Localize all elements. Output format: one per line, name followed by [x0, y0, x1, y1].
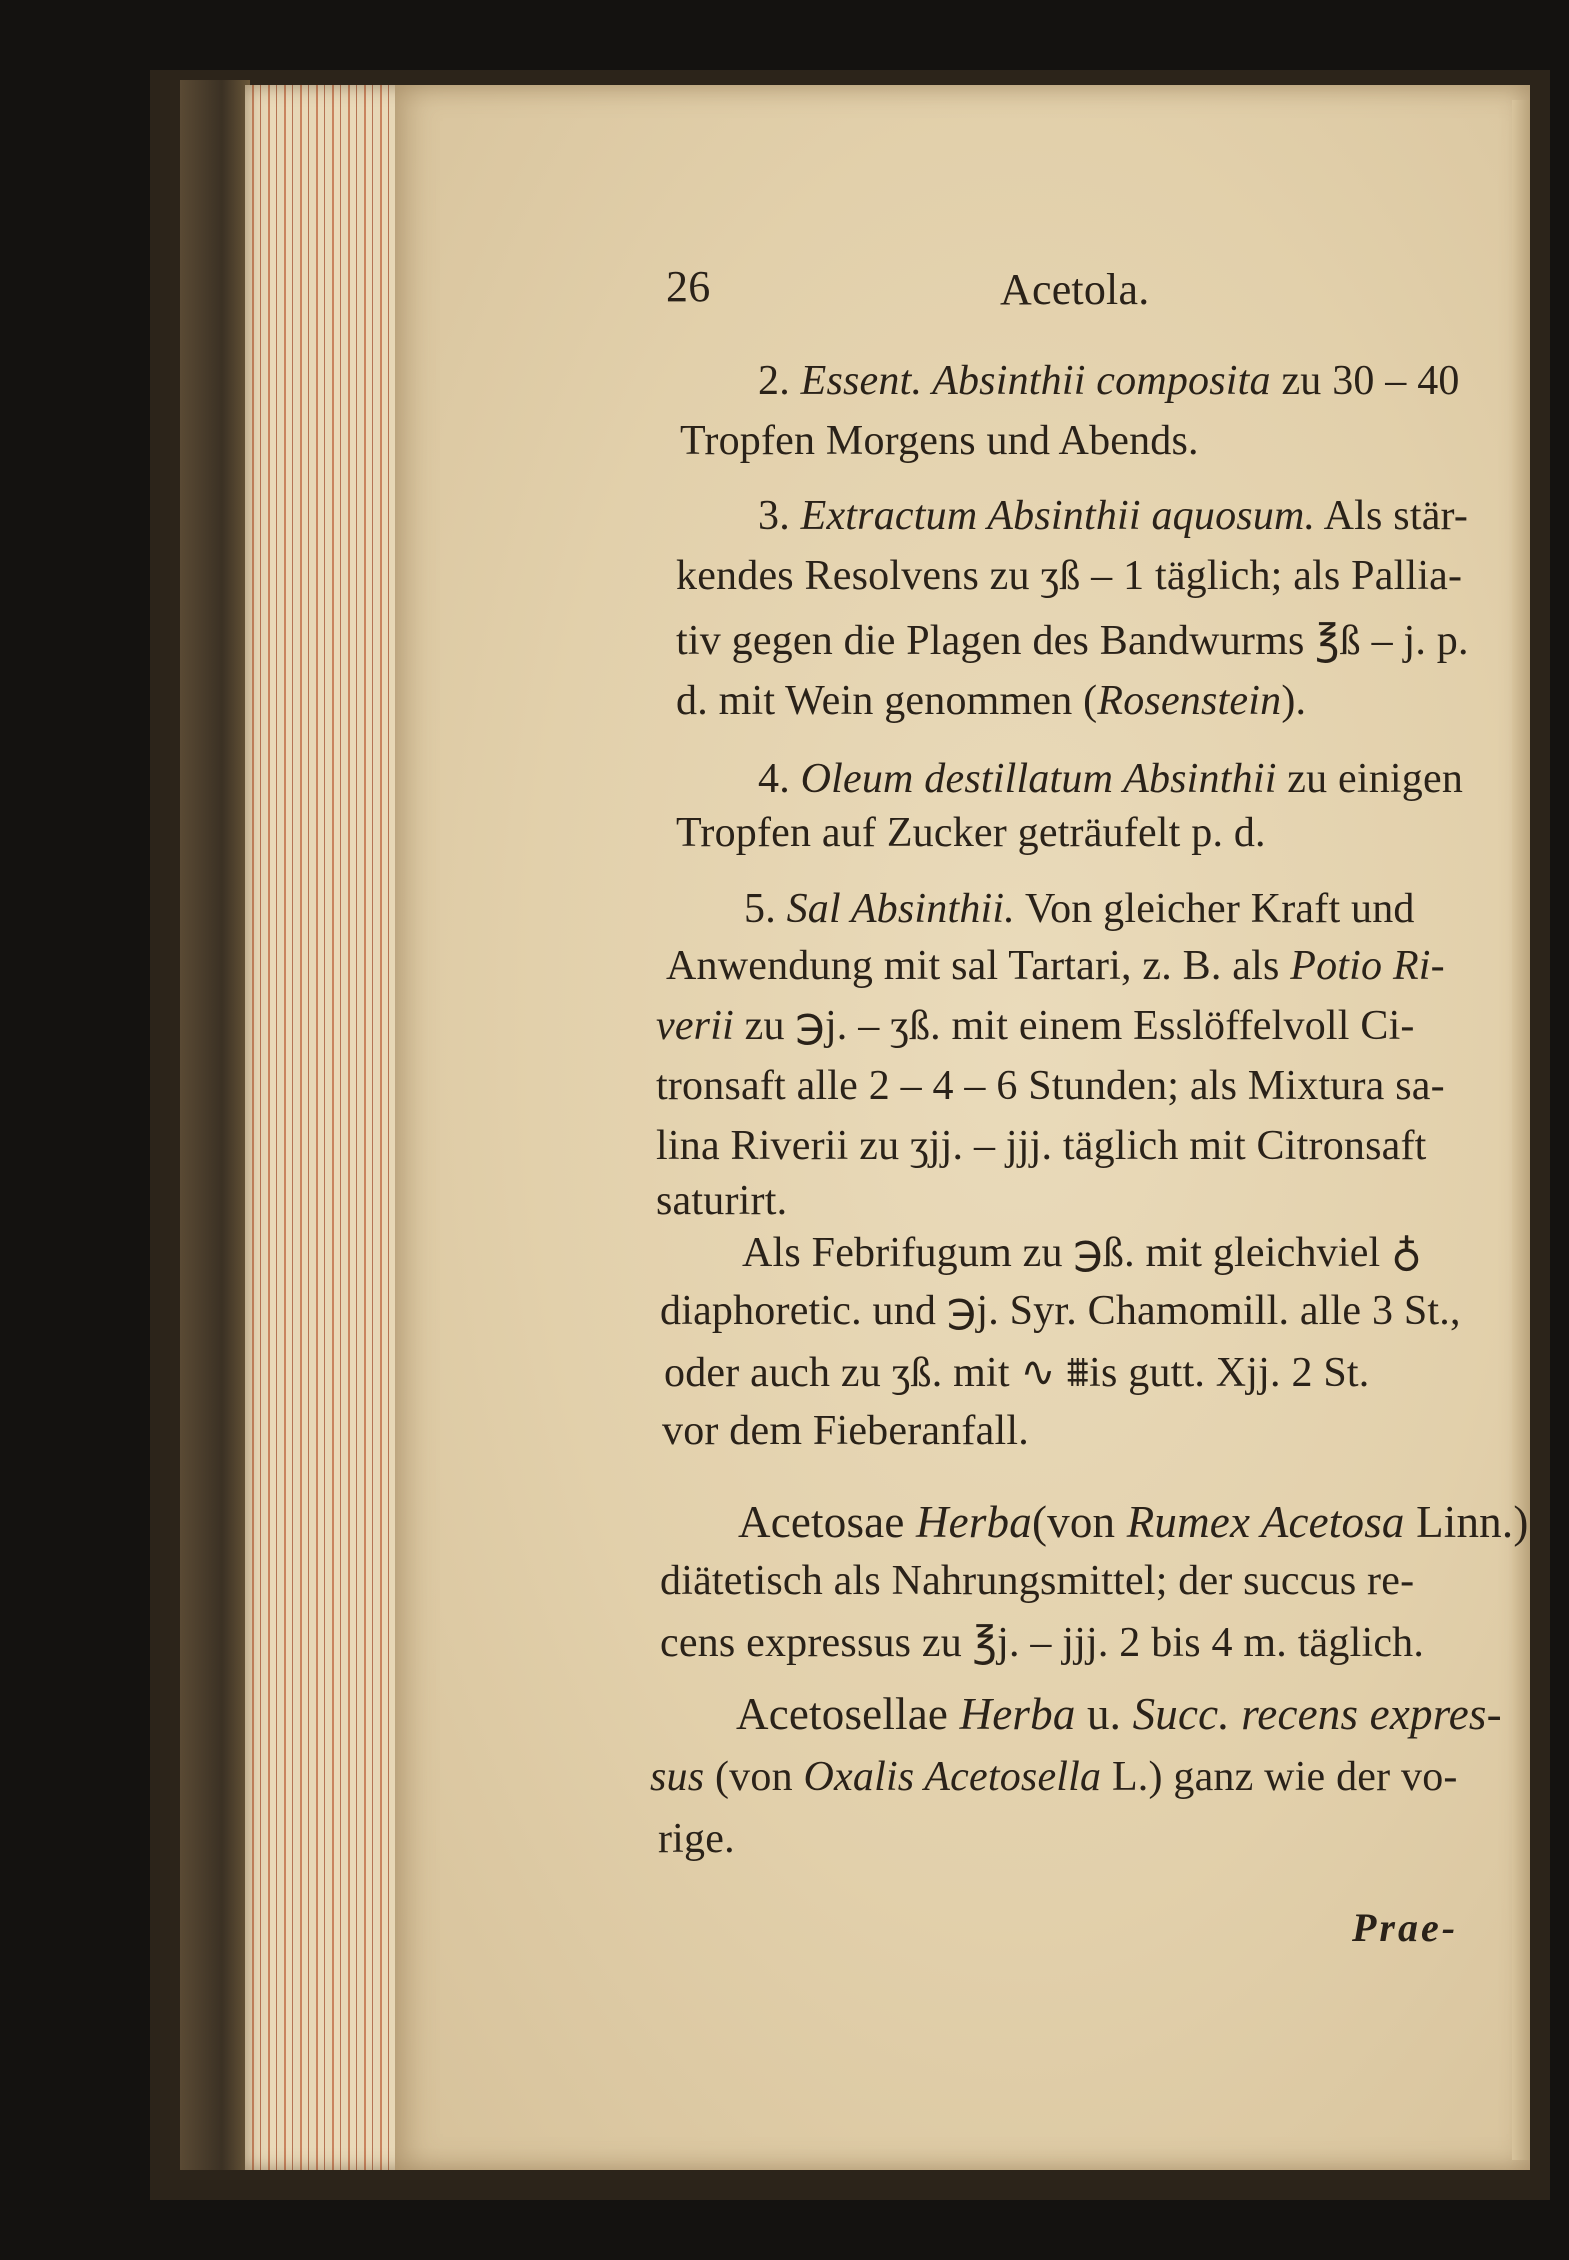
entry-name: sus: [650, 1754, 705, 1800]
entry-name: Oleum destillatum Absinthii: [800, 756, 1277, 802]
entry-text: d. mit Wein genommen (: [676, 678, 1098, 724]
entry-2-line-1: [758, 360, 1460, 402]
febrifugum-line-3: oder auch zu ʒß. mit ∿ ⩩is gutt. Xjj. 2 St.: [664, 1350, 1370, 1396]
entry-4-line-1: [758, 758, 1463, 800]
febrifugum-line-4: vor dem Fieberanfall.: [662, 1408, 1029, 1454]
febrifugum-line-1: Als Febrifugum zu ℈ß. mit gleichviel ♁: [742, 1230, 1423, 1276]
entry-text: Anwendung mit sal Tartari, z. B. als: [666, 943, 1280, 989]
entry-number: 4.: [758, 756, 790, 802]
entry-number: 2.: [758, 358, 790, 404]
entry-text: Linn.): [1416, 1497, 1529, 1547]
entry-text: (von: [1031, 1497, 1116, 1547]
entry-3-line-2: kendes Resolvens zu ʒß – 1 täglich; als Pallia-: [676, 553, 1463, 599]
entry-5-line-2: [666, 945, 1445, 987]
entry-text: zu einigen: [1287, 756, 1464, 802]
entry-4-line-2: Tropfen auf Zucker geträufelt p. d.: [676, 810, 1266, 856]
entry-5-line-5: lina Riverii zu ʒjj. – jjj. täglich mit Citronsaft: [656, 1123, 1427, 1169]
entry-name: Herba: [959, 1689, 1076, 1739]
entry-source: Rosenstein: [1097, 678, 1282, 724]
entry-text: Von gleicher Kraft und: [1024, 886, 1415, 932]
entry-name: Succ. recens expres-: [1132, 1689, 1502, 1739]
entry-text: Als stär-: [1323, 493, 1469, 539]
entry-name: Rumex Acetosa: [1126, 1497, 1405, 1547]
entry-text: u.: [1086, 1689, 1122, 1739]
entry-name: Sal Absinthii.: [786, 886, 1015, 932]
catchword: Prae-: [1352, 1905, 1459, 1950]
entry-text: ).: [1281, 678, 1307, 724]
entry-3-line-3: tiv gegen die Plagen des Bandwurms ℥ß – j. p.: [676, 618, 1469, 664]
entry-name: Herba: [915, 1497, 1032, 1547]
entry-5-line-3: [656, 1005, 1415, 1047]
entry-name: Potio Ri-: [1290, 943, 1445, 989]
entry-text: (von: [715, 1754, 793, 1800]
acetosellae-line-3: rige.: [658, 1816, 735, 1862]
entry-name: verii: [656, 1003, 734, 1049]
page-number: 26: [666, 262, 711, 311]
entry-number: 5.: [744, 886, 776, 932]
entry-number: 3.: [758, 493, 790, 539]
entry-3-line-1: [758, 495, 1468, 537]
entry-headword: Acetosellae: [736, 1689, 949, 1739]
entry-headword: Acetosae: [738, 1497, 905, 1547]
acetosae-line-2: diätetisch als Nahrungsmittel; der succus re-: [660, 1558, 1415, 1604]
entry-name: Essent. Absinthii composita: [800, 358, 1271, 404]
entry-name: Extractum Absinthii aquosum.: [800, 493, 1316, 539]
acetosellae-line-1: [736, 1689, 1502, 1739]
acetosae-line-1: [738, 1497, 1529, 1547]
running-title: Acetola.: [1000, 265, 1150, 314]
entry-text: zu 30 – 40: [1281, 358, 1460, 404]
entry-5-line-6: saturirt.: [656, 1178, 788, 1224]
entry-5-line-1: [744, 888, 1415, 930]
entry-name: Oxalis Acetosella: [803, 1754, 1102, 1800]
entry-2-line-2: Tropfen Morgens und Abends.: [680, 418, 1199, 464]
febrifugum-line-2: diaphoretic. und ℈j. Syr. Chamomill. alle 3 St.,: [660, 1288, 1461, 1334]
acetosae-line-3: cens expressus zu ℥j. – jjj. 2 bis 4 m. täglich.: [660, 1620, 1425, 1666]
entry-text: L.) ganz wie der vo-: [1111, 1754, 1458, 1800]
acetosellae-line-2: [650, 1756, 1458, 1798]
entry-5-line-4: tronsaft alle 2 – 4 – 6 Stunden; als Mixtura sa-: [656, 1063, 1445, 1109]
entry-text: zu ℈j. – ʒß. mit einem Esslöffelvoll Ci-: [744, 1003, 1415, 1049]
entry-3-line-4: [676, 680, 1306, 722]
